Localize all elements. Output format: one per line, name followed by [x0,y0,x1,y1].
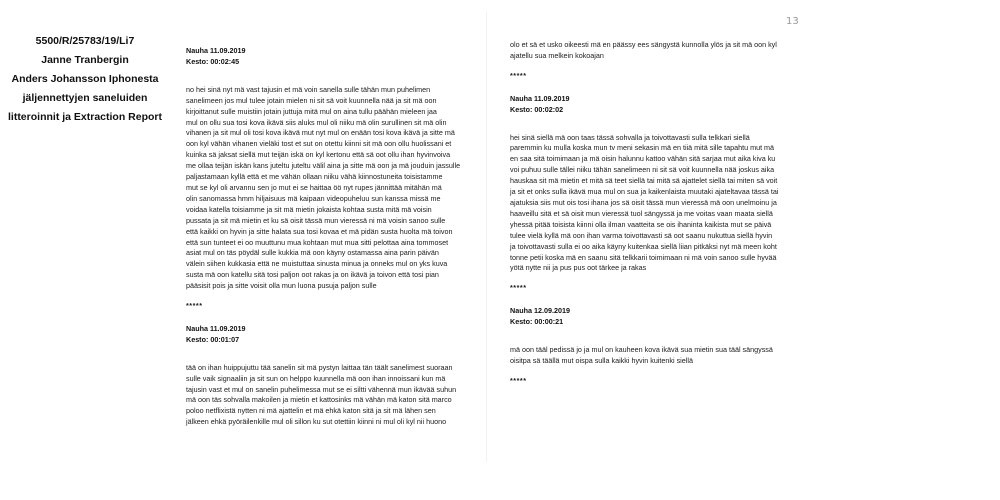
text-line: että sun tunteet ei oo muuttunu mua kohtaan mut mua sitti pelottaa aina tommoset [186,237,449,247]
entry-body [510,345,792,367]
text-line: kuinka sä jaksat siellä mut teijän iskä on kyl kertonu että sä oot ollu ihan hyvinvoiva [186,150,451,160]
text-line: ja toivottavasti sulla ei oo aika käyny kuitenkaa siellä liian pitkäksi nyt mä meen koht [510,241,777,251]
page-number: 13 [786,16,799,27]
separator: ***** [510,283,527,293]
header-line: Janne Tranbergin [41,54,129,66]
text-line: voidaa katella toisiamme ja sit mä mietin jokaista kohtaa susta mitä mä voisin [186,204,432,214]
text-line: olo et sä et usko oikeesti mä en päässy ees sängystä kunnolla ylös ja sit mä oon kyl [510,40,777,49]
entry-duration: Kesto: 00:00:21 [510,317,564,327]
text-line: että kaikki on hyvin ja sitte halata sua tosi kovaa et mä pidän susta huolta mä toivon [186,226,453,236]
header-line: Anders Johansson Iphonesta [11,73,159,85]
entry-body [186,85,486,292]
entry-duration: Kesto: 00:01:07 [186,334,240,344]
text-line: pääsisit pois ja sitte voisit olla mun luona pusuja paljon sulle [186,281,377,291]
header-line: litteroinnit ja Extraction Report [7,111,162,123]
text-line: hei sinä siellä mä oon taas tässä sohvalla ja toivottavasti sulla telkkari siellä [510,132,750,142]
separator: ***** [510,375,527,385]
text-line: ajatellu sua melkein kokoajan [510,50,604,60]
text-line: no hei sinä nyt mä vast tajusin et mä voin sanella sulle tähän mun puhelimen [186,84,431,94]
case-number: 5500/R/25783/19/Li7 [35,35,135,47]
entry-title: Nauha 11.09.2019 [186,323,246,333]
header-line: jäljennettyjen saneluiden [22,92,148,104]
text-line: jälkeen ehkä pyöräilenkille mul oli sillon ku sut otettiin kiinni ni mul oli kyl nii huono [186,417,447,427]
entry-title: Nauha 11.09.2019 [510,93,570,103]
text-line: oisitpa sä täällä mut oispa sulla kaikki hyvin kuitenki siellä [510,355,693,365]
text-line: en saa sitä toimimaan ja mä oisin halunnu kattoo vähän sitä sarjaa mut aika kiva ku [510,154,776,164]
text-line: oon kyl vähän vihanen vieläki tost et sut on otettu kiinni sit mä oon ollu huolissani et [186,139,452,149]
text-line: poloo netflixistä nytten ni mä ajattelin et mä ehkä katon sitä ja sit mä lähen sen [186,406,436,416]
text-line: voi puhuu sulle tällei niiku tähän sanelimeen ni sit sä voit kuunnella nää joskus aika [510,165,775,175]
text-line: yötä nytte nii ja pus pus oot tärkee ja rakas [510,263,647,273]
entry-body [510,133,792,275]
text-line: sulle vaik signaaliin ja sit sun on helppo kuunnella mä oon ihan innoissani kun mä [186,373,446,383]
transcript-column-right [510,40,792,399]
text-line: mut se kyl oli arvannu sen jo mut ei se haittaa öö nyt rupes jännittää mitähän mä [186,182,442,192]
text-line: mä oon täs sohvalla makoilen ja mietin et kattosinks mä vähän mä katon sitä marco [186,395,452,405]
entry-title: Nauha 11.09.2019 [186,46,246,55]
entry-duration: Kesto: 00:02:02 [510,104,564,114]
text-line: mul on ollu sua tosi kova ikävä siis aluks mul oli niiku mä olin surullinen sit mä olin [186,117,447,127]
text-line: asiat mul on täs pöydäl sulle kukkia mä oon käyny ostamassa aina parin päivän [186,248,439,258]
text-line: välein siihen kukkasia että ne muistuttaa sinusta minua ja onneks mul on yks kuva [186,259,448,269]
text-line: pussata ja sit mä mietin et ku sä oisit tässä mun vieressä ni mä voisin sanoo sulle [186,215,446,225]
text-line: tulee vielä kyllä mä oon ihan varma toivottavasti sä oot saanu nukuttua siellä hyvin [510,230,773,240]
text-line: kirjoittanut sulle muistiin jotain juttuja mitä mul on aina tullu päähän mieleen jaa [186,106,437,116]
entry-duration: Kesto: 00:02:45 [186,56,240,66]
text-line: tonne petii koska mä en saanu sitä telkkarii toimimaan ni mä voin sanoo sulle hyvää [510,252,777,262]
text-line: susta mä oon katellu sitä tosi paljon oot rakas ja on ikävä ja toivon että tosi pian [186,270,439,280]
text-line: olin sanomassa hmm hiljaisuus mä kaipaan videopuheluu sun kanssa missä me [186,193,441,203]
text-line: tajusin vast et mul on sanelin puhelimessa mut se ei siltti vähennä mun ikävää suhun [186,384,457,394]
entry-body [186,363,486,428]
text-line: sanelimeen jos mul tulee jotain mielen ni sit sä voit kuunnella nää ja sit mä oon [186,95,437,105]
separator: ***** [510,70,527,80]
separator: ***** [186,301,203,311]
text-line: ajatuksia siis mut ois tosi ihana jos sä oisit tässä mun vieressä mä oon unelmoinu ja [510,197,777,207]
text-line: mä oon tääl pedissä jo ja mul on kauheen kova ikävä sua mietin sua tääl sängyssä [510,345,773,355]
text-line: haaveillu sitä et sä oisit mun vieressä tuol sängyssä ja me voitas vaan maata siellä [510,208,773,218]
text-line: ja sit et onks sulla ikävä mua mul on sua ja kaikenlaista muutaki ajateltavaa tässä tai [510,187,779,197]
document-header [0,32,170,127]
continued-text [510,40,792,62]
transcript-column-left [186,46,486,428]
text-line: paremmin ku mulla koska mun tv meni sekasin mä en tiiä mitä sille tapahtu mut mä [510,143,775,153]
text-line: vihanen ja sit mul oli tosi kova ikävä mut nyt mul on enään tosi kova ikävä ja sitte mä [186,128,455,138]
text-line: paljastamaan kyllä että et me vähän ollaan niiku vähä kiinnostuneita toisistamme [186,172,443,182]
text-line: me ollaa teijän iskän kans juteltu juteltu välil aina ja sitte mä oon ja mä jouduin jassulle [186,161,461,171]
text-line: hauskaa sit mä mietin et mitä sä teet siellä tai mitä sä ajattelet siellä tai miten sä voit [510,176,778,186]
text-line: tää on ihan huippujuttu tää sanelin sit mä pystyn laittaa tän täält sanelimest suoraan [186,362,453,372]
text-line: yhessä pitää toisista kiinni olla ilman vaatteita se ois ihaninta kaikista mut se päivä [510,219,772,229]
entry-title: Nauha 12.09.2019 [510,306,570,316]
